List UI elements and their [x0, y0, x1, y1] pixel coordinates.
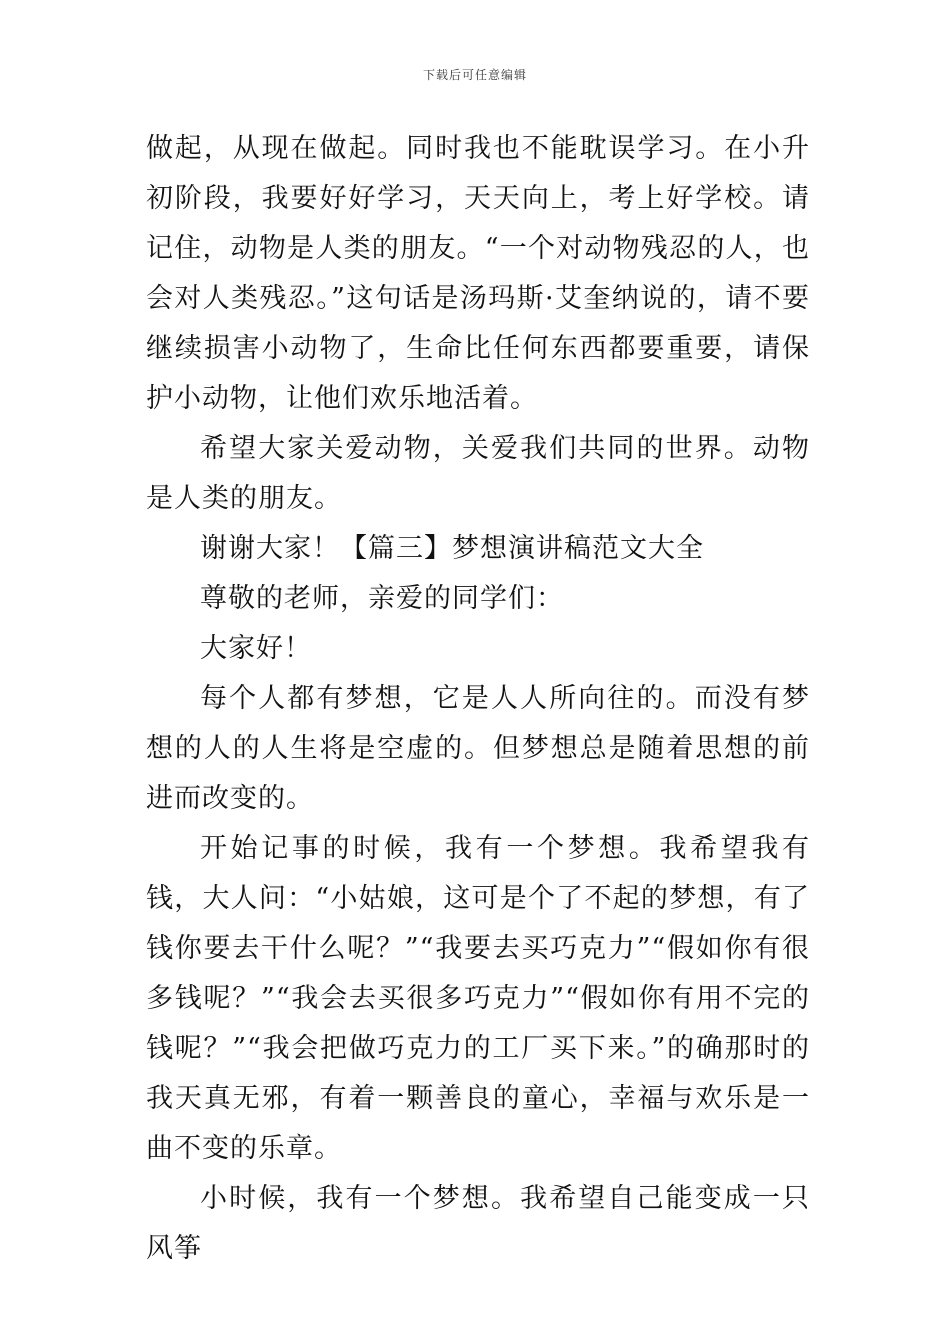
paragraph-6: 每个人都有梦想，它是人人所向往的。而没有梦想的人的人生将是空虚的。但梦想总是随着思想的前进而改变的。 [146, 683, 810, 814]
paragraph-2: 希望大家关爱动物，关爱我们共同的世界。动物是人类的朋友。 [146, 433, 810, 514]
paragraph-5: 大家好！ [200, 633, 312, 664]
paragraph-8: 小时候，我有一个梦想。我希望自己能变成一只风筝 [146, 1183, 810, 1264]
paragraph-1: 做起，从现在做起。同时我也不能耽误学习。在小升初阶段，我要好好学习，天天向上，考上好学校。请记住，动物是人类的朋友。“一个对动物残忍的人，也会对人类残忍。”这句话是汤玛斯·艾奎纳说的，请不要继续损害小动物了，生命比任何东西都要重要，请保护小动物，让他们欢乐地活着。 [146, 133, 810, 414]
paragraph-7: 开始记事的时候，我有一个梦想。我希望我有钱，大人问：“小姑娘，这可是个了不起的梦想，有了钱你要去干什么呢？”“我要去买巧克力”“假如你有很多钱呢？”“我会去买很多巧克力”“假如你有用不完的钱呢？”“我会把做巧克力的工厂买下来。”的确那时的我天真无邪，有着一颗善良的童心，幸福与欢乐是一曲不变的乐章。 [146, 833, 810, 1164]
page-header: 下载后可任意编辑 [422, 68, 527, 82]
paragraph-3: 谢谢大家！【篇三】梦想演讲稿范文大全 [200, 533, 704, 564]
paragraph-4: 尊敬的老师，亲爱的同学们： [200, 583, 564, 614]
document-body [146, 124, 810, 1274]
